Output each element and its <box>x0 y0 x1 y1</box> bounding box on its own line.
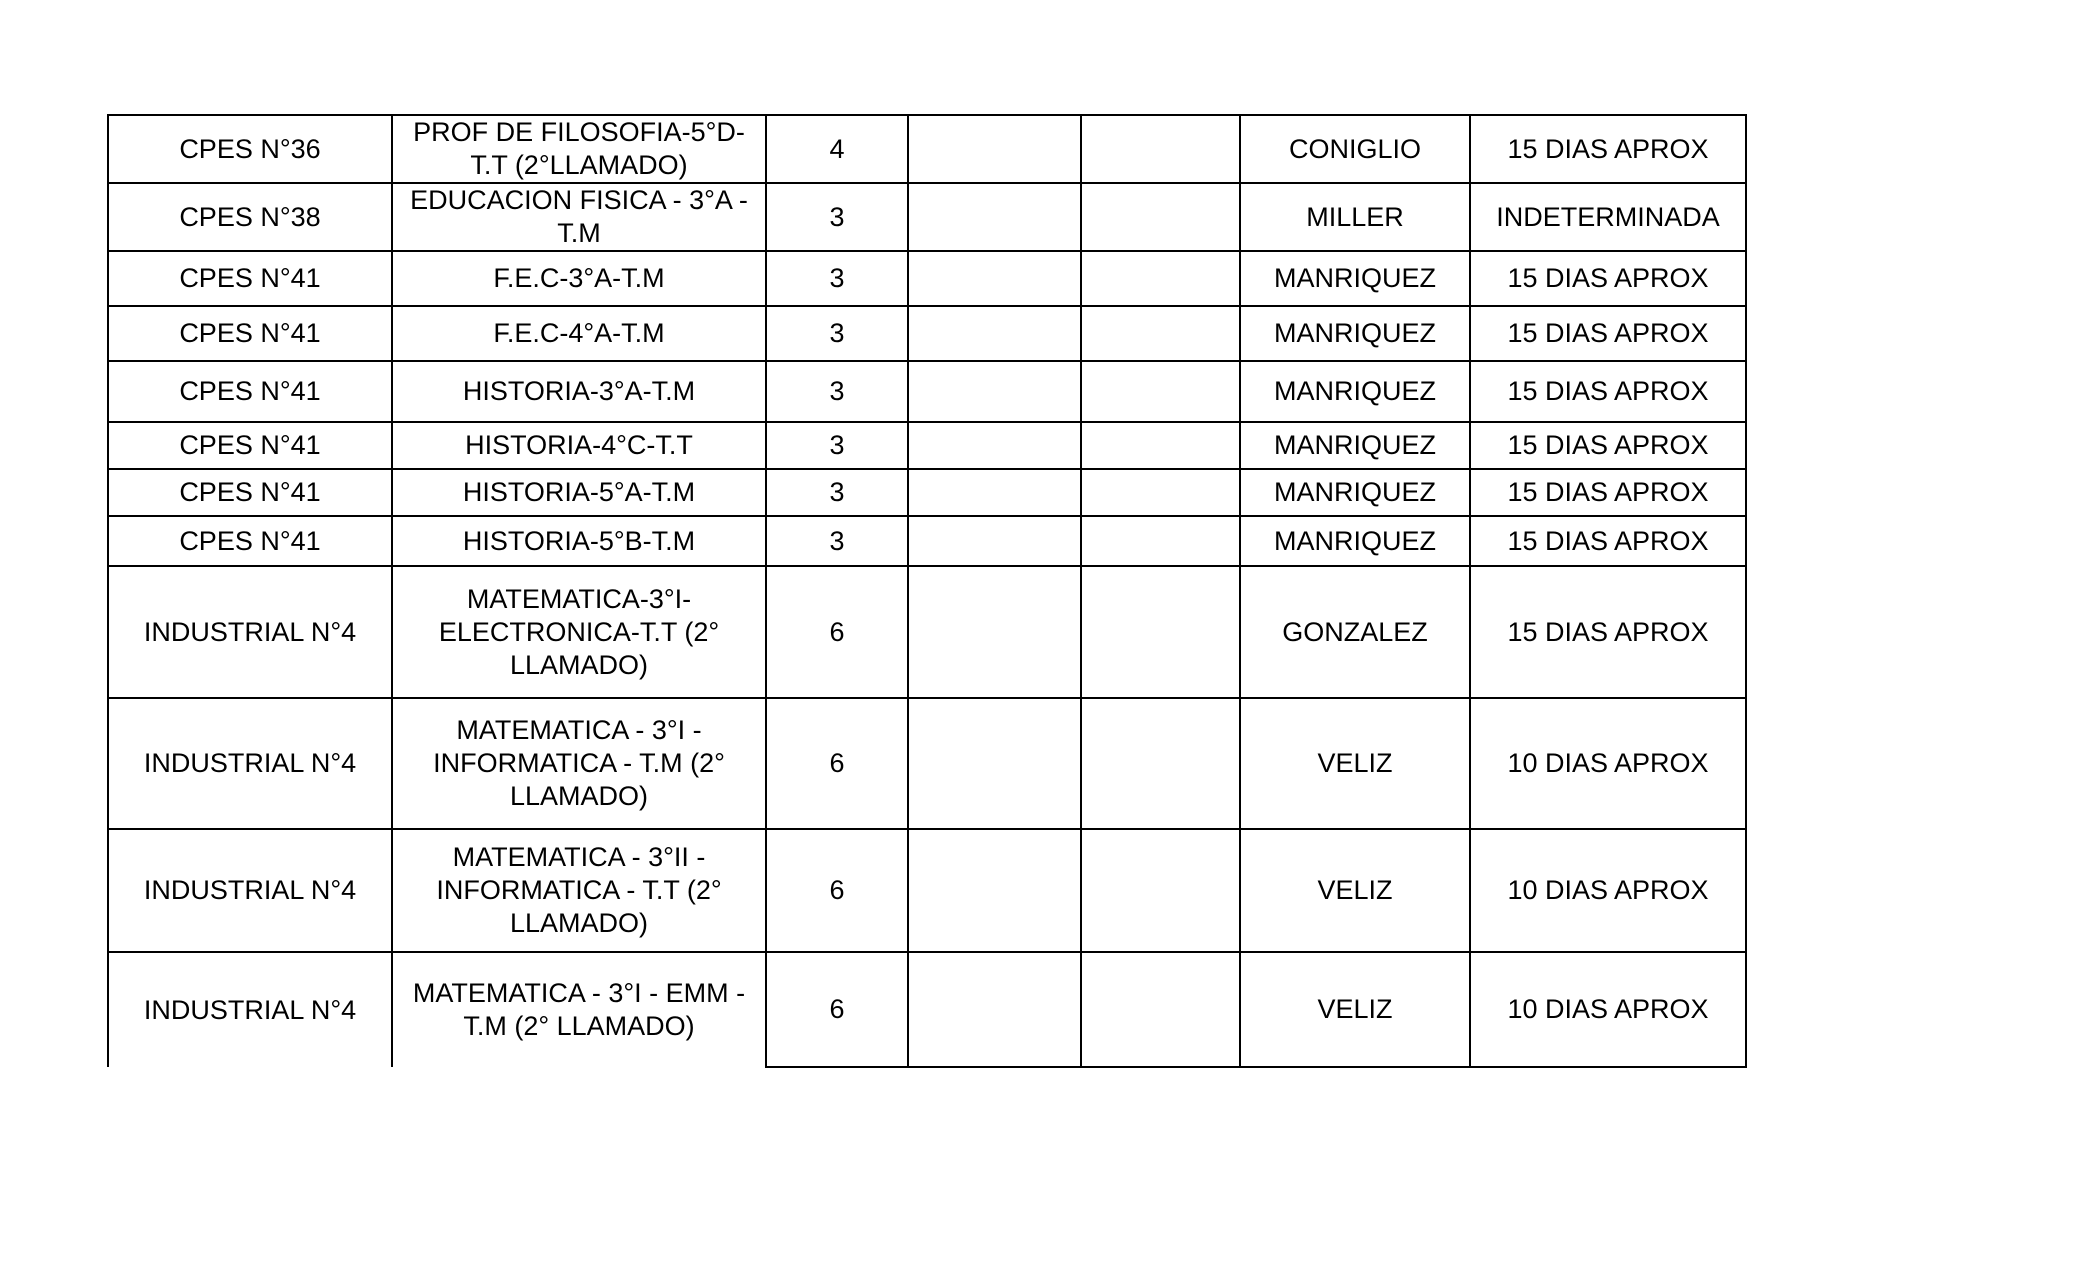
empty-cell <box>1081 361 1240 422</box>
table-row <box>108 306 1746 361</box>
vacancy-table <box>107 114 1747 1068</box>
school-cell: CPES N°41 <box>108 469 392 516</box>
empty-cell <box>1081 516 1240 566</box>
school-cell: CPES N°41 <box>108 251 392 306</box>
hours-cell: 3 <box>766 361 908 422</box>
hours-cell: 6 <box>766 698 908 829</box>
requester-cell: VELIZ <box>1240 952 1470 1067</box>
subject-cell: MATEMATICA-3°I-ELECTRONICA-T.T (2° LLAMADO) <box>392 566 766 698</box>
hours-cell: 3 <box>766 251 908 306</box>
empty-cell <box>1081 469 1240 516</box>
requester-cell: MANRIQUEZ <box>1240 361 1470 422</box>
table-row <box>108 698 1746 829</box>
empty-cell <box>1081 698 1240 829</box>
duration-cell: 15 DIAS APROX <box>1470 115 1746 183</box>
empty-cell <box>908 566 1081 698</box>
empty-cell <box>1081 422 1240 469</box>
subject-cell: MATEMATICA - 3°I - EMM - T.M (2° LLAMADO) <box>392 952 766 1067</box>
table-row <box>108 115 1746 183</box>
subject-cell: MATEMATICA - 3°I - INFORMATICA - T.M (2° LLAMADO) <box>392 698 766 829</box>
requester-cell: VELIZ <box>1240 698 1470 829</box>
school-cell: CPES N°41 <box>108 306 392 361</box>
duration-cell: 15 DIAS APROX <box>1470 361 1746 422</box>
subject-cell: F.E.C-4°A-T.M <box>392 306 766 361</box>
duration-cell: INDETERMINADA <box>1470 183 1746 251</box>
empty-cell <box>1081 251 1240 306</box>
table-row <box>108 829 1746 952</box>
school-cell: CPES N°41 <box>108 361 392 422</box>
school-cell: CPES N°36 <box>108 115 392 183</box>
table-row <box>108 469 1746 516</box>
school-cell: INDUSTRIAL N°4 <box>108 698 392 829</box>
duration-cell: 10 DIAS APROX <box>1470 952 1746 1067</box>
subject-cell: PROF DE FILOSOFIA-5°D-T.T (2°LLAMADO) <box>392 115 766 183</box>
subject-cell: F.E.C-3°A-T.M <box>392 251 766 306</box>
school-cell: CPES N°41 <box>108 516 392 566</box>
empty-cell <box>908 361 1081 422</box>
table-row <box>108 183 1746 251</box>
requester-cell: MANRIQUEZ <box>1240 422 1470 469</box>
empty-cell <box>908 698 1081 829</box>
duration-cell: 15 DIAS APROX <box>1470 306 1746 361</box>
subject-cell: EDUCACION FISICA - 3°A - T.M <box>392 183 766 251</box>
duration-cell: 15 DIAS APROX <box>1470 516 1746 566</box>
hours-cell: 4 <box>766 115 908 183</box>
hours-cell: 6 <box>766 566 908 698</box>
subject-cell: MATEMATICA - 3°II - INFORMATICA - T.T (2° LLAMADO) <box>392 829 766 952</box>
duration-cell: 15 DIAS APROX <box>1470 422 1746 469</box>
requester-cell: MANRIQUEZ <box>1240 251 1470 306</box>
hours-cell: 3 <box>766 469 908 516</box>
hours-cell: 3 <box>766 516 908 566</box>
subject-cell: HISTORIA-3°A-T.M <box>392 361 766 422</box>
duration-cell: 15 DIAS APROX <box>1470 566 1746 698</box>
school-cell: INDUSTRIAL N°4 <box>108 952 392 1067</box>
subject-cell: HISTORIA-4°C-T.T <box>392 422 766 469</box>
requester-cell: CONIGLIO <box>1240 115 1470 183</box>
empty-cell <box>1081 306 1240 361</box>
empty-cell <box>908 115 1081 183</box>
table-row <box>108 566 1746 698</box>
table-row <box>108 251 1746 306</box>
empty-cell <box>1081 829 1240 952</box>
empty-cell <box>1081 952 1240 1067</box>
empty-cell <box>1081 183 1240 251</box>
duration-cell: 15 DIAS APROX <box>1470 469 1746 516</box>
duration-cell: 15 DIAS APROX <box>1470 251 1746 306</box>
table-row <box>108 361 1746 422</box>
empty-cell <box>908 306 1081 361</box>
empty-cell <box>908 952 1081 1067</box>
hours-cell: 3 <box>766 183 908 251</box>
school-cell: CPES N°38 <box>108 183 392 251</box>
subject-cell: HISTORIA-5°B-T.M <box>392 516 766 566</box>
table-row <box>108 516 1746 566</box>
hours-cell: 3 <box>766 306 908 361</box>
school-cell: INDUSTRIAL N°4 <box>108 566 392 698</box>
subject-cell: HISTORIA-5°A-T.M <box>392 469 766 516</box>
document-page <box>107 114 1745 1068</box>
hours-cell: 6 <box>766 952 908 1067</box>
duration-cell: 10 DIAS APROX <box>1470 829 1746 952</box>
school-cell: INDUSTRIAL N°4 <box>108 829 392 952</box>
empty-cell <box>908 422 1081 469</box>
requester-cell: MANRIQUEZ <box>1240 516 1470 566</box>
requester-cell: MANRIQUEZ <box>1240 306 1470 361</box>
empty-cell <box>908 516 1081 566</box>
table-row <box>108 952 1746 1067</box>
duration-cell: 10 DIAS APROX <box>1470 698 1746 829</box>
empty-cell <box>908 469 1081 516</box>
empty-cell <box>1081 115 1240 183</box>
table-row <box>108 422 1746 469</box>
vacancy-table-body <box>108 115 1746 1067</box>
hours-cell: 6 <box>766 829 908 952</box>
empty-cell <box>908 251 1081 306</box>
empty-cell <box>1081 566 1240 698</box>
requester-cell: GONZALEZ <box>1240 566 1470 698</box>
empty-cell <box>908 829 1081 952</box>
requester-cell: VELIZ <box>1240 829 1470 952</box>
hours-cell: 3 <box>766 422 908 469</box>
school-cell: CPES N°41 <box>108 422 392 469</box>
requester-cell: MILLER <box>1240 183 1470 251</box>
empty-cell <box>908 183 1081 251</box>
requester-cell: MANRIQUEZ <box>1240 469 1470 516</box>
